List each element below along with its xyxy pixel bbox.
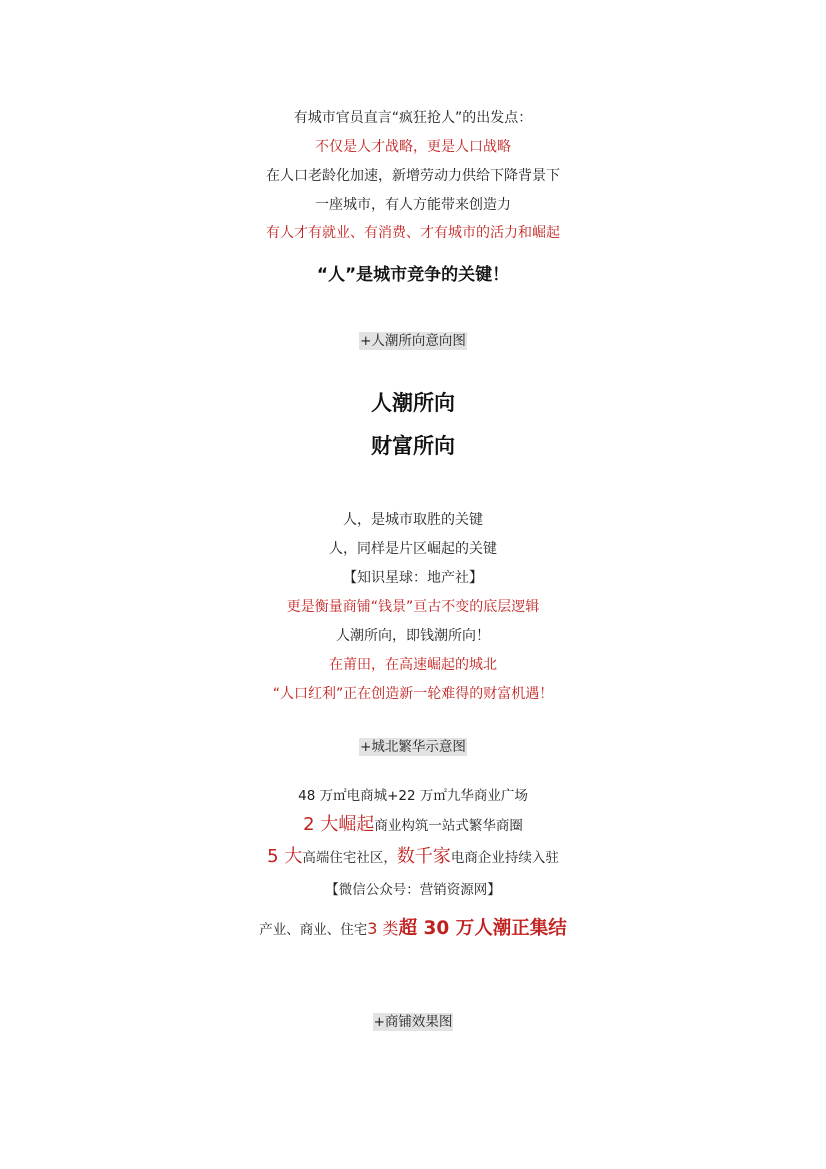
text-line-mixed <box>0 814 826 836</box>
text-line: 人，同样是片区崛起的关键 <box>329 541 497 557</box>
text-line: 人潮所向，即钱潮所向！ <box>336 628 490 644</box>
highlight-text: 数千家 <box>396 846 451 867</box>
text-line: 一座城市，有人方能带来创造力 <box>315 197 511 213</box>
text-line: 在人口老龄化加速，新增劳动力供给下降背景下 <box>266 168 560 184</box>
text-line-mixed <box>0 918 826 940</box>
highlight-text: 3 类 <box>367 919 399 938</box>
text-line: 48 万㎡电商城+22 万㎡九华商业广场 <box>298 788 528 804</box>
text-line: 人，是城市取胜的关键 <box>343 512 483 528</box>
text-line-mixed <box>0 846 826 868</box>
text-line-highlight: 有人才有就业、有消费、才有城市的活力和崛起 <box>266 225 560 241</box>
text-line-highlight: “人口红利”正在创造新一轮难得的财富机遇！ <box>272 686 554 702</box>
highlight-text-bold: 超 30 万人潮正集结 <box>398 918 567 939</box>
text-line-highlight: 不仅是人才战略，更是人口战略 <box>315 139 511 155</box>
image-tag: +商铺效果图 <box>373 1014 453 1030</box>
highlight-text: 2 大崛起 <box>303 814 375 835</box>
text-line: 【微信公众号：营销资源网】 <box>325 882 501 898</box>
image-placeholder-2 <box>0 736 826 755</box>
highlight-text: 5 大 <box>267 846 303 867</box>
text-segment: 高端住宅社区， <box>302 850 397 866</box>
image-placeholder-1 <box>0 330 826 349</box>
title-line-1: 人潮所向 <box>371 391 455 415</box>
text-segment: 电商企业持续入驻 <box>450 850 559 866</box>
text-line-highlight: 在莆田，在高速崛起的城北 <box>329 657 497 673</box>
section-heading: “人”是城市竞争的关键！ <box>316 265 510 285</box>
text-segment: 产业、商业、住宅 <box>259 922 368 938</box>
text-line: 有城市官员直言“疯狂抢人”的出发点： <box>293 110 533 126</box>
text-line: 【知识星球：地产社】 <box>343 570 483 586</box>
image-tag: +城北繁华示意图 <box>360 739 466 755</box>
image-tag: +人潮所向意向图 <box>360 333 466 349</box>
text-line-highlight: 更是衡量商铺“钱景”亘古不变的底层逻辑 <box>286 599 540 615</box>
title-line-2: 财富所向 <box>371 434 455 458</box>
text-segment: 商业构筑一站式繁华商圈 <box>374 818 523 834</box>
image-placeholder-3 <box>0 1011 826 1030</box>
